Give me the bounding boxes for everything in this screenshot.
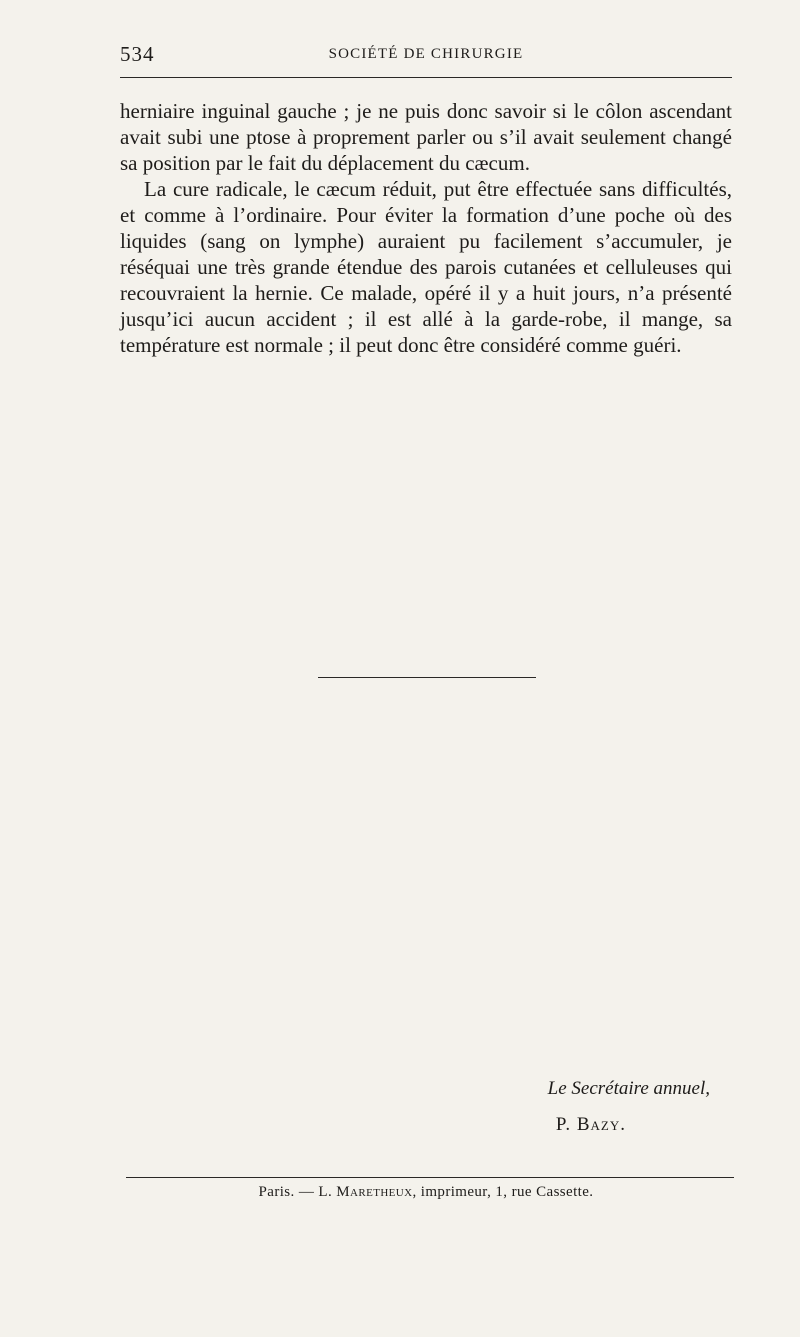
signature-surname: Bazy. bbox=[576, 1114, 626, 1135]
imprint-printer-name: Maretheux bbox=[336, 1184, 413, 1200]
footer-rule bbox=[126, 1177, 734, 1178]
page-number: 534 bbox=[120, 42, 155, 66]
signature-block bbox=[400, 1076, 712, 1138]
imprint-suffix: , imprimeur, 1, rue Cassette. bbox=[412, 1184, 594, 1200]
signature-role: Le Secrétaire annuel, bbox=[547, 1078, 710, 1099]
signature-name bbox=[400, 1112, 712, 1138]
body-text bbox=[120, 98, 732, 358]
section-divider bbox=[318, 677, 536, 678]
header-rule bbox=[120, 77, 732, 78]
imprint-prefix: Paris. — L. bbox=[258, 1184, 337, 1200]
signature-initial: P. bbox=[555, 1114, 577, 1135]
paragraph-continuation: herniaire inguinal gauche ; je ne puis donc savoir si le côlon ascendant avait subi une ptose à proprement parler ou s’il avait seulement changé sa position par le fait du déplacement du cæcum. bbox=[120, 99, 732, 175]
running-title: SOCIÉTÉ DE CHIRURGIE bbox=[328, 46, 524, 62]
page-header bbox=[120, 40, 732, 74]
paragraph-cure-radicale: La cure radicale, le cæcum réduit, put être effectuée sans difficultés, et comme à l’ordinaire. Pour éviter la formation d’une poche où des liquides (sang on lymphe) auraient pu facilement s’accumuler, je réséquai une très grande étendue des parois cutanées et celluleuses qui recouvraient la hernie. Ce malade, opéré il y a huit jours, n’a présenté jusqu’ici aucun accident ; il est allé à la garde-robe, il mange, sa température est normale ; il peut donc être considéré comme guéri. bbox=[120, 177, 732, 357]
printer-imprint bbox=[120, 1184, 732, 1201]
